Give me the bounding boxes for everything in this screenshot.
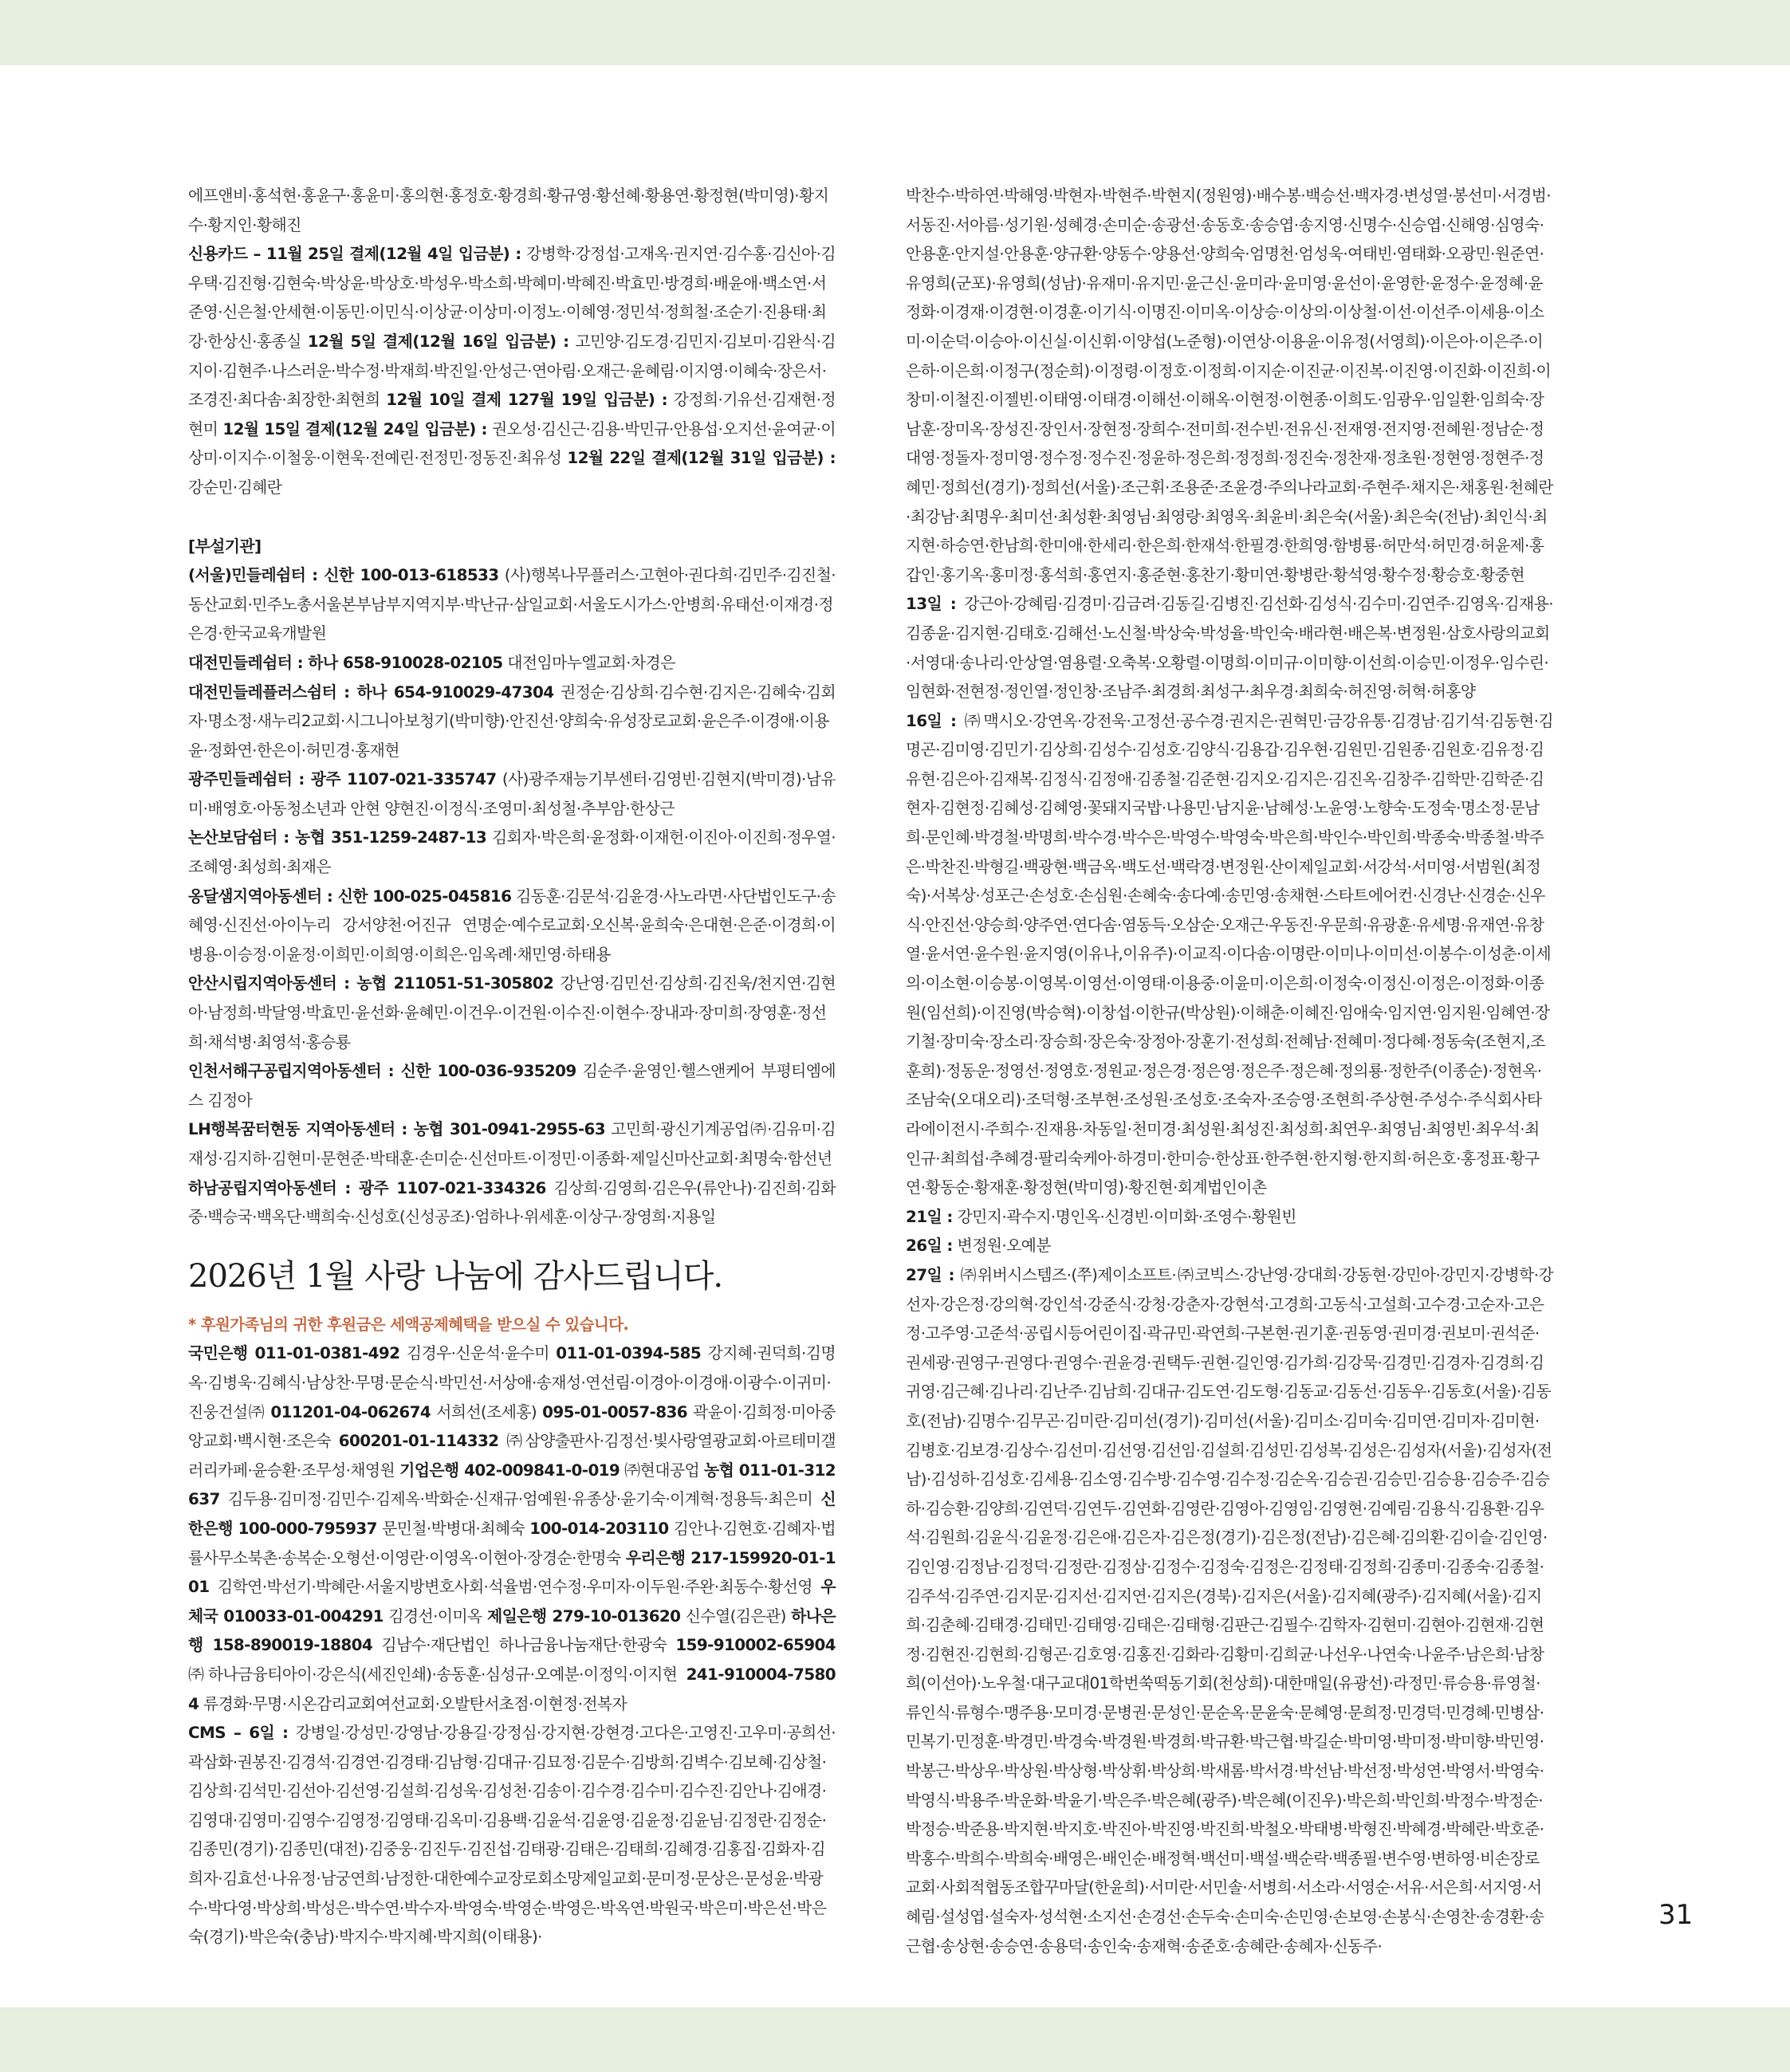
bank-names: ㈜현대공업 — [620, 1461, 704, 1480]
day-names: ㈜위버시스템즈·(쭈)제이소프트·㈜코빅스·강난영·강대희·강동현·강민아·강민지·강병학·강선자·강은정·강의혁·강인석·강준식·강청·강춘자·강현석·고경희·고동식·고설희·고수경·고순자·고은정·고주영·고준석·공립시등어린이집·곽규민·곽연희·구본현·권기훈·권동영·권미경·권보미·권석준·권세광·권영구·권영다·권영수·권윤경·권택두·권현·길인영·김가희·김강묵·김경민·김경자·김경희·김귀영·김근혜·김나리·김난주·김남희·김대규·김도연·김도형·김동교·김동선·김동우·김동호(서울)·김동호(전남)·김명수·김무곤·김미란·김미선(경기)·김미선(서울)·김미소·김미숙·김미연·김미자·김미현·김병호·김보경·김상수·김선미·김선영·김선임·김설희·김성민·김성복·김성은·김성자(서울)·김성자(전남)·김성하·김성호·김세용·김소영·김수방·김수영·김수정·김순옥·김승권·김승민·김승용·김승주·김승하·김승환·김양희·김연덕·김연두·김연화·김영란·김영아·김영임·김영현·김예림·김용식·김용환·김우석·김원희·김윤식·김윤정·김은애·김은자·김은정(경기)·김은정(전남)·김은혜·김의환·김이슬·김인영·김인영·김정남·김정덕·김정란·김정삼·김정수·김정숙·김정은·김정태·김정희·김종미·김종숙·김종철·김주석·김주연·김지문·김지선·김지연·김지은(경북)·김지은(서울)·김지혜(광주)·김지혜(서울)·김지희·김춘혜·김태경·김태민·김태영·김태은·김태형·김판근·김필수·김학자·김현미·김현아·김현재·김현정·김현진·김현희·김형곤·김호영·김홍진·김화라·김황미·김희균·나선우·나연숙·나윤주·남은희·남창희(이선아)·노우철·대구교대01학번쑥떡동기회(천상희)·대한매일(유광선)·라정민·류승용·류영철·류인식·류형수·맹주용·모미경·문병권·문성인·문순옥·문윤숙·문혜영·문희정·민경덕·민경혜·민병삼·민복기·민정훈·박경민·박경숙·박경원·박경희·박규환·박근협·박길순·박미영·박미정·박미향·박민영·박봉근·박상우·박상원·박상형·박상휘·박상희·박새롬·박서경·박선남·박선정·박성연·박영서·박영숙·박영식·박용주·박운화·박윤기·박은주·박은혜(광주)·박은혜(이진우)·박은희·박인희·박정수·박정순·박정승·박준용·박지현·박지호·박진아·박진영·박진희·박철오·박태병·박형진·박혜경·박혜란·박호준·박홍수·박희수·박희숙·배영은·배인순·배정혁·백선미·백설·백순락·백종필·변수영·변하영·비손장로교회·사회적협동조합꾸마달(한윤희)·서미란·서민솔·서병희·서소라·서영순·서유·서은희·서지영·서혜림·설성엽·설숙자·성석현·소지선·손경선·손두숙·손미숙·손민영·손보영·손봉식·손영찬·송경환·송근협·송상현·송승연·송용덕·송인숙·송재혁·송준호·송혜란·송혜자·신동주· — [906, 1265, 1554, 1956]
day-label: 13일 : — [906, 595, 957, 614]
card3-names: 강정희·기유선·김재현·정현미 — [188, 391, 836, 438]
card2-names: 고민양·김도경·김민지·김보미·김완식·김지이·김현주·나스러운·박수정·박재희·박진일·안성근·연아림·오재근·윤혜림·이지영·이혜숙·장은서·조경진·최다솜·최장한·최현희 — [188, 332, 836, 410]
credit-card-paragraph — [188, 240, 836, 502]
org-lh — [188, 1115, 836, 1174]
section-title: 2026년 1월 사랑 나눔에 감사드립니다. — [188, 1257, 723, 1295]
org-nonsan — [188, 824, 836, 882]
intro-paragraph — [188, 182, 836, 240]
bank-label: 600201-01-114332 — [338, 1432, 499, 1451]
org-daejeon — [188, 649, 836, 678]
day-label: 16일 : — [906, 711, 957, 730]
day-21-paragraph — [906, 1203, 1553, 1233]
left-column — [188, 182, 836, 1952]
card4-names: 권오성·김신근·김용·박민규·안용섭·오지선·윤여균·이상미·이지수·이철웅·이현욱·전예린·전정민·정동진·최유성 — [188, 419, 836, 468]
bank-label: 우체국 010033-01-004291 — [188, 1578, 836, 1626]
cms-6-continued — [906, 182, 1553, 590]
bank-label: 095-01-0057-836 — [542, 1402, 687, 1421]
spacer — [188, 503, 836, 533]
top-band — [0, 0, 1790, 65]
org-label: 안산시립지역아동센터 : 농협 211051-51-305802 — [188, 974, 554, 993]
bank-label: 제일은행 279-10-013620 — [487, 1606, 681, 1626]
org-label: 논산보담쉼터 : 농협 351-1259-2487-13 — [188, 828, 487, 847]
bank-names: 김경선·이미옥 — [383, 1606, 488, 1626]
org-seoul — [188, 561, 836, 649]
day-26-paragraph — [906, 1232, 1553, 1261]
affiliated-heading: [부설기관] — [188, 537, 262, 556]
bank-label: 국민은행 011-01-0381-492 — [188, 1344, 400, 1363]
bank-label: 우리은행 217-159920-01-101 — [188, 1548, 836, 1597]
bank-paragraph — [188, 1339, 836, 1719]
card5-label: 12월 22일 결제(12월 31일 입금분) : — [567, 449, 836, 468]
bank-names: ㈜삼양출판사·김정선·빛사랑열광교회·아르테미갤러리카페·윤승환·조무성·채영원 — [188, 1432, 836, 1480]
org-daejeon-plus — [188, 678, 836, 766]
bank-names: 강지혜·권덕희·김명옥·김병욱·김혜식·남상찬·무명·문순식·박민선·서상애·송재성·연선림·이경아·이경애·이광수·이귀미·진웅건설㈜ — [188, 1344, 836, 1421]
org-label: (서울)민들레쉼터 : 신한 100-013-618533 — [188, 566, 499, 585]
day-names: 강근아·강혜림·김경미·김금려·김동길·김병진·김선화·김성식·김수미·김연주·김영옥·김재용·김종윤·김지현·김태호·김해선·노신철·박상숙·박성율·박인숙·배라현·배은복·변정원·삼호사랑의교회·서영대·송나리·안상열·염용렬·오축복·오황렬·이명희·이미규·이미향·이선희·이승민·이정우·임수린·임현화·전현정·정인열·정인창·조남주·최경희·최성구·최우경·최희숙·허진영·허혁·허홍양 — [906, 595, 1553, 702]
bank-label: 159-910002-65904 — [675, 1636, 836, 1655]
org-names: 고민희·광신기계공업㈜·김유미·김재성·김지하·김현미·문현준·박태훈·손미순·신선마트·이정민·이종화·제일신마산교회·최명숙·함선년 — [188, 1120, 836, 1168]
org-label: 인천서해구공립지역아동센터 : 신한 100-036-935209 — [188, 1062, 576, 1081]
cms-continued-names: 박찬수·박하연·박해영·박현자·박현주·박현지(정원영)·배수봉·백승선·백자경·변성열·봉선미·서경범·서동진·서아름·성기원·성혜경·손미순·송광선·송동호·송승엽·송지영·신명수·신승엽·신해영·심영숙·안용훈·안지설·안용훈·양규환·양동수·양용선·양희숙·엄명천·엄성욱·여태빈·염태화·오광민·원준연·유영희(군포)·유영희(성남)·유재미·유지민·윤근신·윤미라·윤미영·윤선이·윤영한·윤정수·윤정혜·윤정화·이경재·이경현·이경훈·이기식·이명진·이미옥·이상승·이상의·이상철·이선·이선주·이세용·이소미·이순덕·이승아·이신실·이신휘·이양섭(노준형)·이연상·이용윤·이유정(서영희)·이은아·이은주·이은하·이은희·이정구(정순희)·이정령·이정호·이정희·이지순·이진균·이진복·이진영·이진화·이진희·이창미·이철진·이젤빈·이태영·이태경·이해선·이해옥·이현정·이현종·이희도·임광우·임일환·임희숙·장남훈·장미옥·장성진·장인서·장현정·장희수·전미희·전수빈·전유신·전재영·전지영·전혜원·정남순·정대영·정돌자·정미영·정수정·정수진·정윤하·정은희·정정희·정진숙·정찬재·정초원·정현영·정현주·정혜민·정희선(경기)·정희선(서울)·조근휘·조용준·조윤경·주의나라교회·주현주·채지은·채홍원·천혜란·최강남·최명우·최미선·최성환·최영님·최영랑·최영옥·최윤비·최은숙(서울)·최은숙(전남)·최인식·최지현·하승연·한남희·한미애·한세리·한은희·한재석·한필경·한희영·함병룡·허만석·허민경·허윤제·홍갑인·홍기옥·홍미정·홍석희·홍연지·홍준현·홍찬기·황미연·황병란·황석영·황수정·황승호·황중현 — [906, 187, 1553, 584]
bank-label: 기업은행 402-009841-0-019 — [399, 1461, 620, 1480]
org-label: LH행복꿈터현동 지역아동센터 : 농협 301-0941-2955-63 — [188, 1120, 605, 1139]
bank-label: 신한은행 100-000-795937 — [188, 1490, 836, 1538]
bank-names: 서희선(조세홍) — [431, 1402, 543, 1421]
day-names: ㈜맥시오·강연옥·강전욱·고정선·공수경·권지은·권혁민·금강유통·김경남·김기석·김동현·김명곤·김미영·김민기·김상희·김성수·김성호·김양식·김용갑·김우현·김원민·김원종·김원호·김유정·김유현·김은아·김재복·김정식·김정애·김종철·김준현·김지오·김지은·김진옥·김창주·김학만·김학준·김현자·김현정·김혜성·김혜영·꽃돼지국밥·나용민·남지윤·남혜성·노윤영·노향숙·도정숙·명소정·문남희·문인혜·박경철·박명희·박수경·박수은·박영수·박영숙·박은희·박인수·박인희·박종숙·박종철·박주은·박찬진·박형길·백광현·백금옥·백도선·백락경·변정원·산이제일교회·서강석·서미영·서범원(최정숙)·서복상·성포근·손성호·손심원·손혜숙·송다예·송민영·송채현·스타트에어컨·신경난·신경순·신우식·안진선·양승희·양주연·연다솜·염동득·오삼순·오재근·우동진·우문희·유광훈·유세명·유재연·유창열·윤서연·윤수원·윤지영(이유나,이유주)·이교직·이다솜·이명란·이미나·이미선·이봉수·이성춘·이세의·이소현·이승봉·이영복·이영선·이영태·이용중·이윤미·이은희·이정숙·이정신·이정은·이정화·이종원(임선희)·이진영(박승혁)·이창섭·이한규(박상원)·이해춘·이혜진·임애숙·임지연·임지원·임혜연·장기철·장미숙·장소리·장승희·장은숙·장정아·장훈기·전성희·전혜남·전혜미·정다혜·정동숙(조현지,조훈희)·정동운·정영선·정영호·정원교·정은경·정은영·정은주·정은혜·정의룡·정한주(이종순)·정현옥·조남숙(오대오리)·조덕형·조부현·조성원·조성호·조숙자·조승영·조현희·주상현·주성수·주식회사타라에이전시·주희수·진재용·차동일·천미경·최성원·최성진·최성희·최연우·최영님·최영빈·최우석·최인규·최희섭·추혜경·팔리숙케아·하경미·한미승·한상표·한주현·한지형·한지희·허은호·홍정표·황구연·황동순·황재훈·황정현(박미영)·황진현·회계법인이촌 — [906, 711, 1553, 1197]
day-names: 강민지·곽수지·명인옥·신경빈·이미화·조영수·황원빈 — [952, 1207, 1296, 1226]
day-label: 26일 : — [906, 1237, 953, 1256]
bank-names: 김경우·신운석·윤수미 — [399, 1344, 557, 1363]
card1-label: 신용카드 – 11월 25일 결제(12월 4일 입금분) : — [188, 245, 521, 264]
bank-names: 김두용·김미정·김민수·김제옥·박화순·신재규·엄예원·유종상·윤기숙·이계혁·정용득·최은미 — [219, 1490, 821, 1509]
day-13-paragraph — [906, 590, 1553, 706]
org-gwangju — [188, 765, 836, 824]
org-names: (사)행복나무플러스·고현아·권다희·김민주·김진철·동산교회·민주노총서울본부남부지역지부·박난규·삼일교회·서울도시가스·안병희·유태선·이재경·정은경·한국교육개발원 — [188, 566, 836, 643]
org-ongdalsaem — [188, 883, 836, 970]
card4-label: 12월 15일 결제(12월 24일 입금분) : — [222, 419, 487, 438]
tax-note: * 후원가족님의 귀한 후원금은 세액공제혜택을 받으실 수 있습니다. — [188, 1315, 629, 1334]
org-ansan — [188, 969, 836, 1057]
org-names: 강난영·김민선·김상희·김진욱/천지연·김현아·남정희·박달영·박효민·윤선화·윤혜민·이건우·이건원·이수진·이현수·장내과·장미희·장영훈·정선희·채석병·최영석·홍승룡 — [188, 974, 836, 1052]
org-hanam — [188, 1174, 836, 1233]
org-names: 김회자·박은희·윤정화·이재헌·이진아·이진희·정우열·조혜영·최성희·최재은 — [188, 828, 836, 877]
right-column — [906, 182, 1553, 1961]
cms-label: CMS – 6일 : — [188, 1724, 289, 1743]
bank-label: 241-910004-75804 — [188, 1665, 836, 1713]
card3-label: 12월 10일 결제 127월 19일 입금분) : — [386, 391, 667, 410]
day-names: 변정원·오예분 — [952, 1237, 1051, 1256]
card5-names: 강순민·김혜란 — [188, 478, 282, 497]
bottom-band — [0, 2007, 1790, 2072]
cms-6-paragraph — [188, 1719, 836, 1952]
bank-label: 011201-04-062674 — [270, 1402, 431, 1421]
bank-names: 곽윤이·김희정·미아중앙교회·백시현·조은숙 — [188, 1402, 836, 1451]
day-label: 21일 : — [906, 1207, 953, 1226]
cms-names: 강병일·강성민·강영남·강용길·강정심·강지현·강현경·고다은·고영진·고우미·공희선·곽삼화·권봉진·김경석·김경연·김경태·김남형·김대규·김묘정·김문수·김방희·김벽수·김보혜·김상철·김상희·김석민·김선아·김선영·김설희·김성욱·김성천·김송이·김수경·김수미·김수진·김안나·김애경·김영대·김영미·김영수·김영정·김영태·김옥미·김용백·김윤석·김윤영·김윤정·김윤님·김정란·김정순·김종민(경기)·김종민(대전)·김중웅·김진두·김진섭·김태광·김태은·김태희·김혜경·김홍집·김화자·김희자·김효선·나유정·남궁연희·남정한·대한예수교장로회소망제일교회·문미정·문상은·문성윤·박광수·박다영·박상희·박성은·박수연·박수자·박영숙·박영순·박영은·박옥연·박원국·박은미·박은선·박은숙(경기)·박은숙(충남)·박지수·박지혜·박지희(이태용)· — [188, 1724, 836, 1947]
bank-label: 하나은행 158-890019-18804 — [188, 1606, 836, 1655]
org-names: (사)광주재능기부센터·김영빈·김현지(박미경)·남유미·배영호·아동청소년과 안현 양현진·이정식·조영미·최성철·추부암·한상근 — [188, 770, 836, 818]
day-16-paragraph — [906, 707, 1553, 1203]
org-label: 대전민들레플러스쉼터 : 하나 654-910029-47304 — [188, 682, 554, 702]
bank-label: 농협 011-01-312637 — [188, 1461, 836, 1509]
org-label: 광주민들레쉼터 : 광주 1107-021-335747 — [188, 770, 497, 789]
org-label: 옹달샘지역아동센터 : 신한 100-025-045816 — [188, 887, 512, 906]
day-27-paragraph — [906, 1261, 1553, 1961]
page-number: 31 — [1658, 1899, 1694, 1931]
bank-names: 김학연·박선기·박혜란·서울지방변호사회·석율범·연수정·우미자·이두원·주완·최동수·황선영 — [209, 1578, 821, 1597]
bank-names: 류경화·무명·시온감리교회여선교회·오발탄서초점·이현정·전복자 — [199, 1694, 627, 1713]
bank-names: ㈜하나금융티아이·강은식(세진인쇄)·송동훈·심성규·오예분·이정익·이지현 — [188, 1665, 686, 1684]
org-names: 대전임마누엘교회·차경은 — [502, 653, 675, 672]
org-label: 하남공립지역아동센터 : 광주 1107-021-334326 — [188, 1178, 546, 1197]
bank-names: 신수열(김은관) — [680, 1606, 792, 1626]
org-incheon — [188, 1057, 836, 1115]
day-label: 27일 : — [906, 1265, 954, 1284]
bank-names: 김남수·재단법인 하나금융나눔재단·한광숙 — [372, 1636, 676, 1655]
org-names: 김동훈·김문석·김윤경·사노라면·사단법인도구·송혜영·신진선·아이누리 강서양천·어진규 연명순·예수로교회·오신복·윤희숙·은대현·은준·이경희·이병용·이승정·이윤정·이희민·이희영·이희은·임옥례·채민영·하태용 — [188, 887, 836, 964]
intro-text: 에프앤비·홍석현·홍윤구·홍윤미·홍의현·홍정호·황경희·황규영·황선혜·황용연·황정현(박미영)·황지수·황지인·황해진 — [188, 187, 829, 234]
org-names: 김순주·윤영인·헬스앤케어 부평티엠에스 김정아 — [188, 1062, 836, 1110]
bank-names: 문민철·박병대·최혜숙 — [376, 1519, 530, 1538]
bank-label: 011-01-0394-585 — [556, 1344, 702, 1363]
bank-names: 김안나·김현호·김혜자·법률사무소북촌·송복순·오형선·이영란·이영옥·이현아·장경순·한명숙 — [188, 1519, 836, 1567]
org-label: 대전민들레쉼터 : 하나 658-910028-02105 — [188, 653, 503, 672]
card2-label: 12월 5일 결제(12월 16일 입금분) : — [307, 332, 569, 351]
bank-label: 100-014-203110 — [529, 1519, 669, 1538]
org-names: 김상희·김영희·김은우(류안나)·김진희·김화중·백승국·백옥단·백희숙·신성호(신성공조)·엄하나·위세훈·이상구·장영희·지용일 — [188, 1178, 836, 1227]
org-names: 권정순·김상희·김수현·김지은·김혜숙·김회자·명소정·새누리2교회·시그니아보청기(박미향)·안진선·양희숙·유성장로교회·윤은주·이경애·이용윤·정화연·한은이·허민경·홍재현 — [188, 682, 836, 760]
card1-names: 강병학·강정섭·고재옥·권지연·김수홍·김신아·김우택·김진형·김현숙·박상윤·박상호·박성우·박소희·박혜미·박혜진·박효민·방경희·배윤애·백소연·서준영·신은철·안세현·이동민·이민식·이상균·이상미·이정노·이혜영·정민석·정희철·조순기·진용태·최강·한상신·홍종실 — [188, 245, 836, 351]
